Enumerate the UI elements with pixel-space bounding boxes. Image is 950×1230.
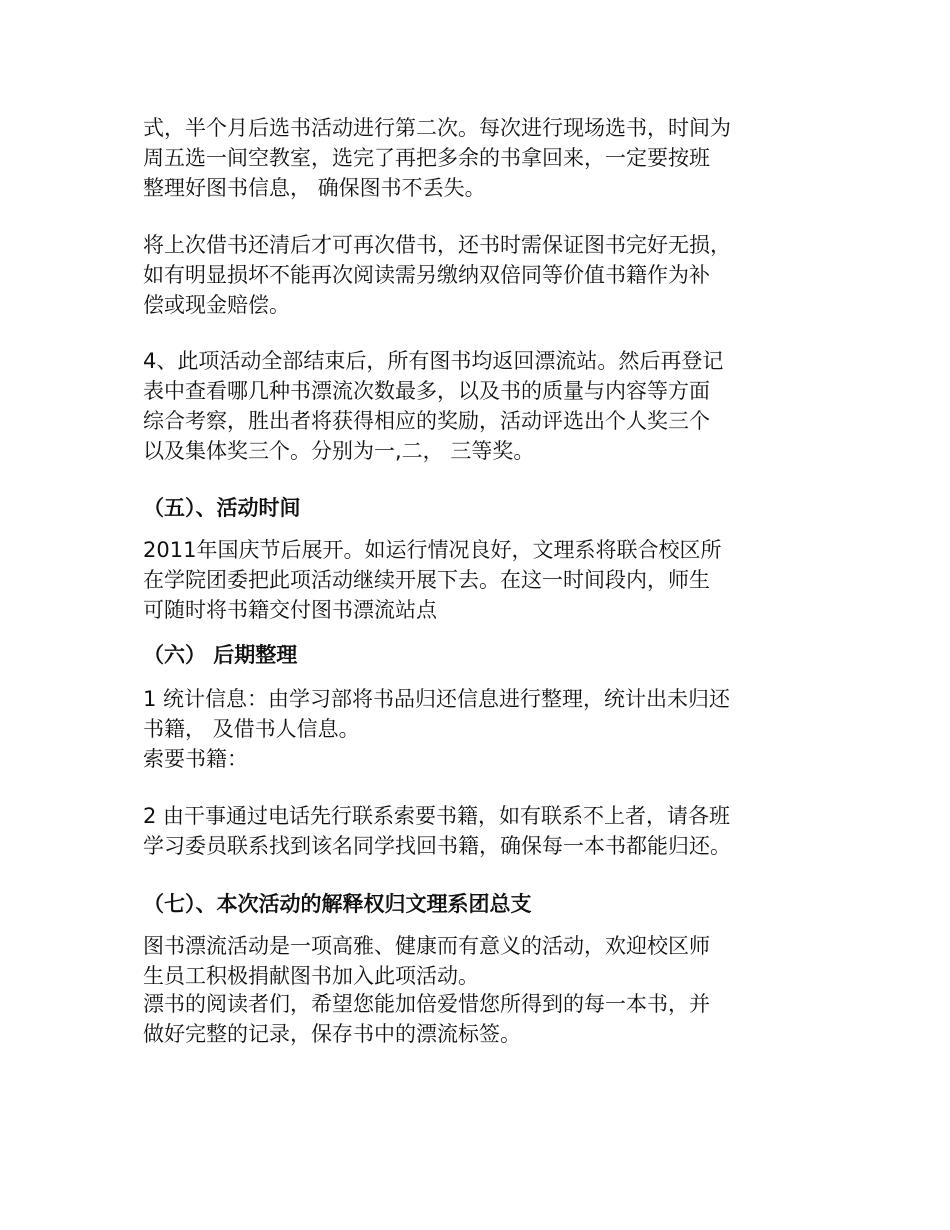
paragraph-line: 将上次借书还清后才可再次借书，还书时需保证图书完好无损， — [143, 233, 731, 257]
paragraph-line: 可随时将书籍交付图书漂流站点 — [143, 598, 437, 622]
paragraph-line: 图书漂流活动是一项高雅、健康而有意义的活动，欢迎校区师 — [143, 934, 710, 958]
paragraph-line: 式，半个月后选书活动进行第二次。每次进行现场选书，时间为 — [143, 116, 731, 140]
paragraph-line: 整理好图书信息， 确保图书不丢失。 — [143, 176, 486, 200]
paragraph-line: 在学院团委把此项活动继续开展下去。在这一时间段内，师生 — [143, 568, 710, 592]
paragraph-line: 索要书籍： — [143, 747, 248, 771]
paragraph-line: 书籍， 及借书人信息。 — [143, 717, 360, 741]
paragraph-line: 2 由干事通过电话先行联系索要书籍，如有联系不上者，请各班 — [143, 804, 731, 828]
section-heading: （六） 后期整理 — [143, 643, 298, 667]
section-heading: （五）、活动时间 — [143, 496, 301, 520]
paragraph-line: 做好完整的记录，保存书中的漂流标签。 — [143, 1022, 521, 1046]
paragraph-line: 综合考察，胜出者将获得相应的奖励，活动评选出个人奖三个 — [143, 409, 710, 433]
paragraph-line: 如有明显损坏不能再次阅读需另缴纳双倍同等价值书籍作为补 — [143, 263, 710, 287]
paragraph-line: 4、此项活动全部结束后，所有图书均返回漂流站。然后再登记 — [143, 349, 724, 373]
section-heading: （七）、本次活动的解释权归文理系团总支 — [143, 892, 532, 916]
paragraph-line: 学习委员联系找到该名同学找回书籍，确保每一本书都能归还。 — [143, 834, 731, 858]
paragraph-line: 漂书的阅读者们，希望您能加倍爱惜您所得到的每一本书，并 — [143, 992, 710, 1016]
paragraph-line: 1 统计信息：由学习部将书品归还信息进行整理，统计出未归还 — [143, 687, 731, 711]
paragraph-line: 表中查看哪几种书漂流次数最多，以及书的质量与内容等方面 — [143, 379, 710, 403]
paragraph-line: 偿或现金赔偿。 — [143, 293, 290, 317]
paragraph-line: 2011年国庆节后展开。如运行情况良好，文理系将联合校区所 — [143, 538, 722, 562]
paragraph-line: 生员工积极捐献图书加入此项活动。 — [143, 964, 479, 988]
paragraph-line: 周五选一间空教室，选完了再把多余的书拿回来，一定要按班 — [143, 146, 710, 170]
paragraph-line: 以及集体奖三个。分别为一,二， 三等奖。 — [143, 439, 535, 463]
